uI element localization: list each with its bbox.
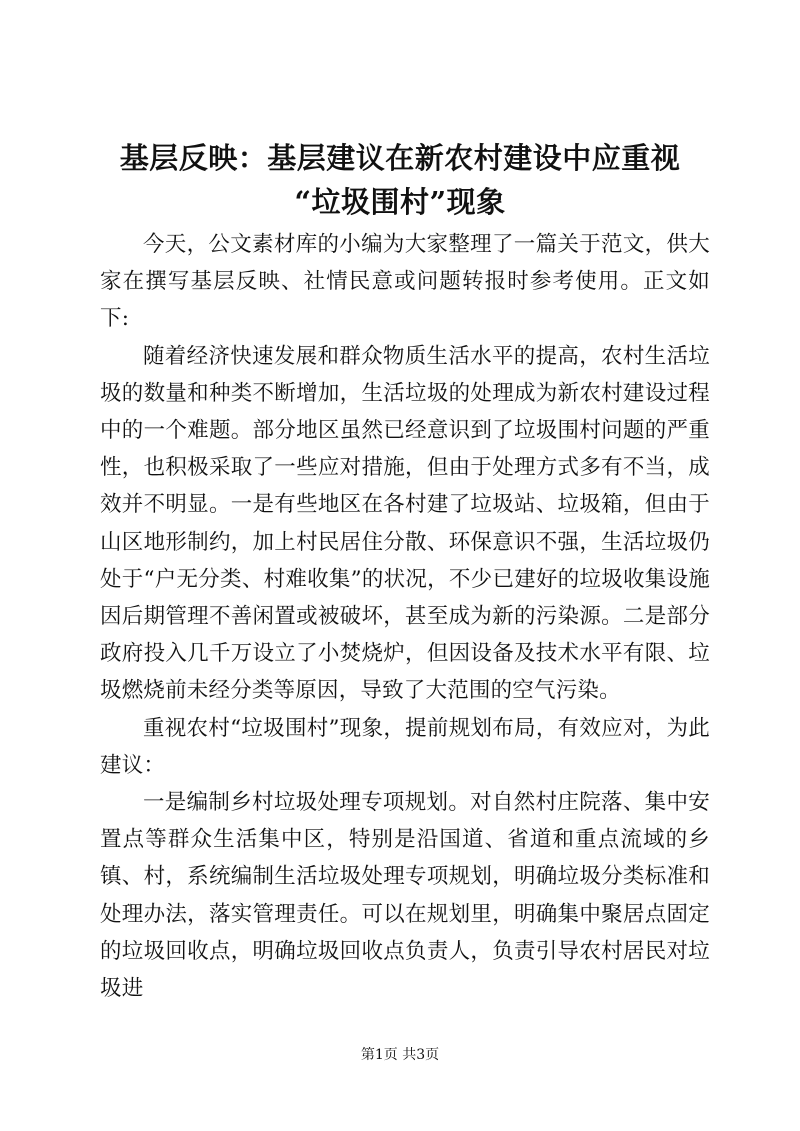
- page-footer: 第1页 共3页: [360, 1047, 440, 1063]
- document-body: [100, 226, 710, 1007]
- paragraph-suggestion-lead: 重视农村“垃圾围村”现象，提前规划布局，有效应对，为此建议：: [100, 715, 710, 778]
- page-title: [100, 136, 700, 224]
- title-line-2: “垃圾围村”现象: [294, 185, 506, 219]
- paragraph-background: 随着经济快速发展和群众物质生活水平的提高，农村生活垃圾的数量和种类不断增加，生活垃圾的处理成为新农村建设过程中的一个难题。部分地区虽然已经意识到了垃圾围村问题的严重性，也积极采取了一些应对措施，但由于处理方式多有不当，成效并不明显。一是有些地区在各村建了垃圾站、垃圾箱，但由于山区地形制约，加上村民居住分散、环保意识不强，生活垃圾仍处于“户无分类、村难收集”的状况，不少已建好的垃圾收集设施因后期管理不善闲置或被破坏，甚至成为新的污染源。二是部分政府投入几千万设立了小焚烧炉，但因设备及技术水平有限、垃圾燃烧前未经分类等原因，导致了大范围的空气污染。: [100, 343, 710, 704]
- paragraph-intro: 今天，公文素材库的小编为大家整理了一篇关于范文，供大家在撰写基层反映、社情民意或问题转报时参考使用。正文如下:: [100, 232, 710, 332]
- paragraph-suggestion-one: 一是编制乡村垃圾处理专项规划。对自然村庄院落、集中安置点等群众生活集中区，特别是沿国道、省道和重点流域的乡镇、村，系统编制生活垃圾处理专项规划，明确垃圾分类标准和处理办法，落实管理责任。可以在规划里，明确集中聚居点固定的垃圾回收点，明确垃圾回收点负责人，负责引导农村居民对垃圾进: [100, 790, 710, 1002]
- title-line-1: 基层反映：基层建议在新农村建设中应重视: [119, 141, 681, 175]
